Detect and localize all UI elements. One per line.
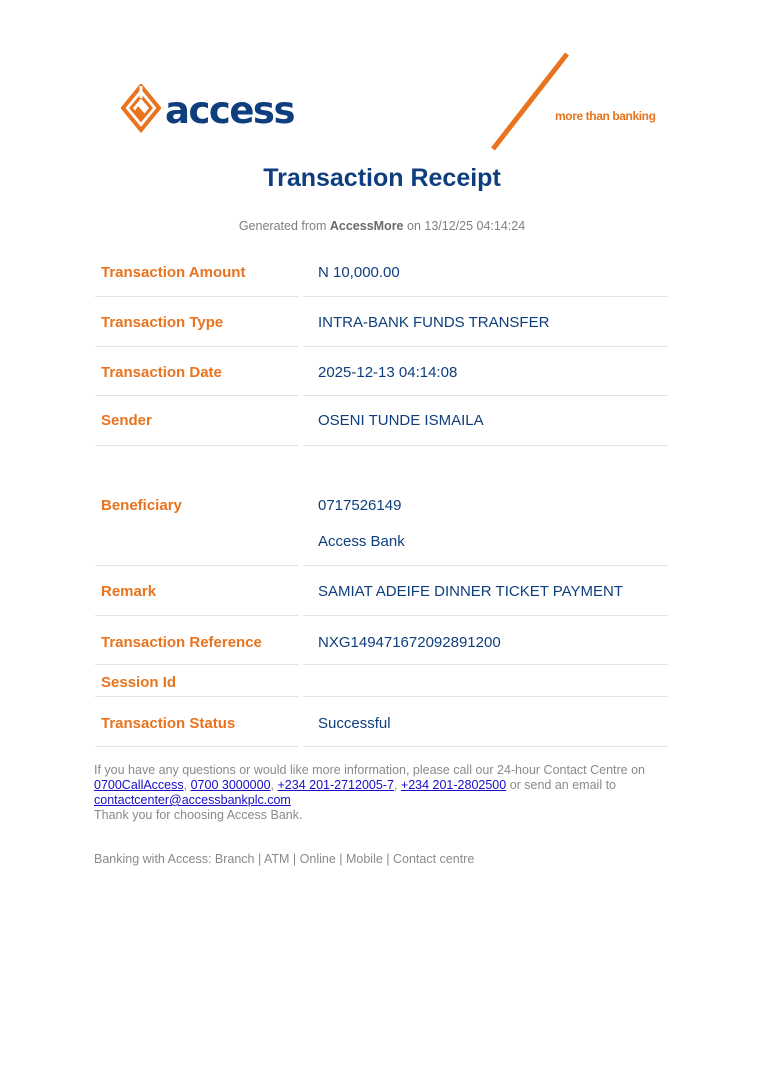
contact-intro: If you have any questions or would like more information, please call our 24-hour Contact Centre on xyxy=(94,763,645,777)
generated-prefix: Generated from xyxy=(238,219,327,233)
beneficiary-bank: Access Bank xyxy=(318,533,405,550)
row-label: Transaction Amount xyxy=(101,264,246,281)
row-label: Transaction Status xyxy=(101,715,236,732)
contact-info: If you have any questions or would like more information, please call our 24-hour Contact Centre on 0700CallAccess, 0700 3000000, +234 201-2712005-7, +234 201-2802500 or send an email to contactcenter@accessbankplc.com Thank you for choosing Access Bank. xyxy=(94,763,645,822)
banking-channels: Banking with Access: Branch | ATM | Online | Mobile | Contact centre xyxy=(94,852,475,866)
access-wordmark: access xyxy=(165,88,294,132)
row-label: Transaction Date xyxy=(101,364,222,381)
link-0700-3000000[interactable]: 0700 3000000 xyxy=(190,778,271,792)
row-label: Remark xyxy=(101,583,157,600)
row-reference xyxy=(95,616,668,665)
row-label: Beneficiary xyxy=(101,497,182,514)
row-label: Sender xyxy=(101,412,152,429)
row-beneficiary xyxy=(95,446,668,566)
row-label: Transaction Type xyxy=(101,314,224,331)
generated-suffix: on 13/12/25 04:14:24 xyxy=(407,219,526,233)
row-remark xyxy=(95,566,668,616)
row-value: OSENI TUNDE ISMAILA xyxy=(318,412,484,429)
thanks-text: Thank you for choosing Access Bank. xyxy=(94,808,303,822)
link-phone-2802500[interactable]: +234 201-2802500 xyxy=(400,778,507,792)
access-logo xyxy=(121,84,294,136)
access-diamond-icon xyxy=(121,84,161,136)
brand-slash-graphic xyxy=(488,52,572,152)
row-value: NXG149471672092891200 xyxy=(318,634,501,651)
row-amount xyxy=(95,248,668,297)
row-label: Transaction Reference xyxy=(101,634,262,651)
row-status xyxy=(95,697,668,747)
link-0700callaccess[interactable]: 0700CallAccess xyxy=(94,778,184,792)
row-value: INTRA-BANK FUNDS TRANSFER xyxy=(318,314,550,331)
link-email[interactable]: contactcenter@accessbankplc.com xyxy=(94,793,291,807)
link-phone-2712005[interactable]: +234 201-2712005-7 xyxy=(277,778,394,792)
row-value: 2025-12-13 04:14:08 xyxy=(318,364,458,381)
row-type xyxy=(95,297,668,347)
row-value: Successful xyxy=(318,715,391,732)
row-sender xyxy=(95,396,668,446)
row-value: N 10,000.00 xyxy=(318,264,400,281)
row-date xyxy=(95,347,668,396)
beneficiary-account: 0717526149 xyxy=(318,497,402,514)
generated-info xyxy=(0,219,764,233)
receipt-title: Transaction Receipt xyxy=(263,164,501,192)
row-value: SAMIAT ADEIFE DINNER TICKET PAYMENT xyxy=(318,583,624,600)
generated-app: AccessMore xyxy=(329,219,404,233)
email-prefix: or send an email to xyxy=(509,778,616,792)
row-session-id xyxy=(95,665,668,697)
brand-tagline: more than banking xyxy=(555,109,656,123)
row-label: Session Id xyxy=(101,674,177,691)
transaction-details xyxy=(95,248,668,747)
